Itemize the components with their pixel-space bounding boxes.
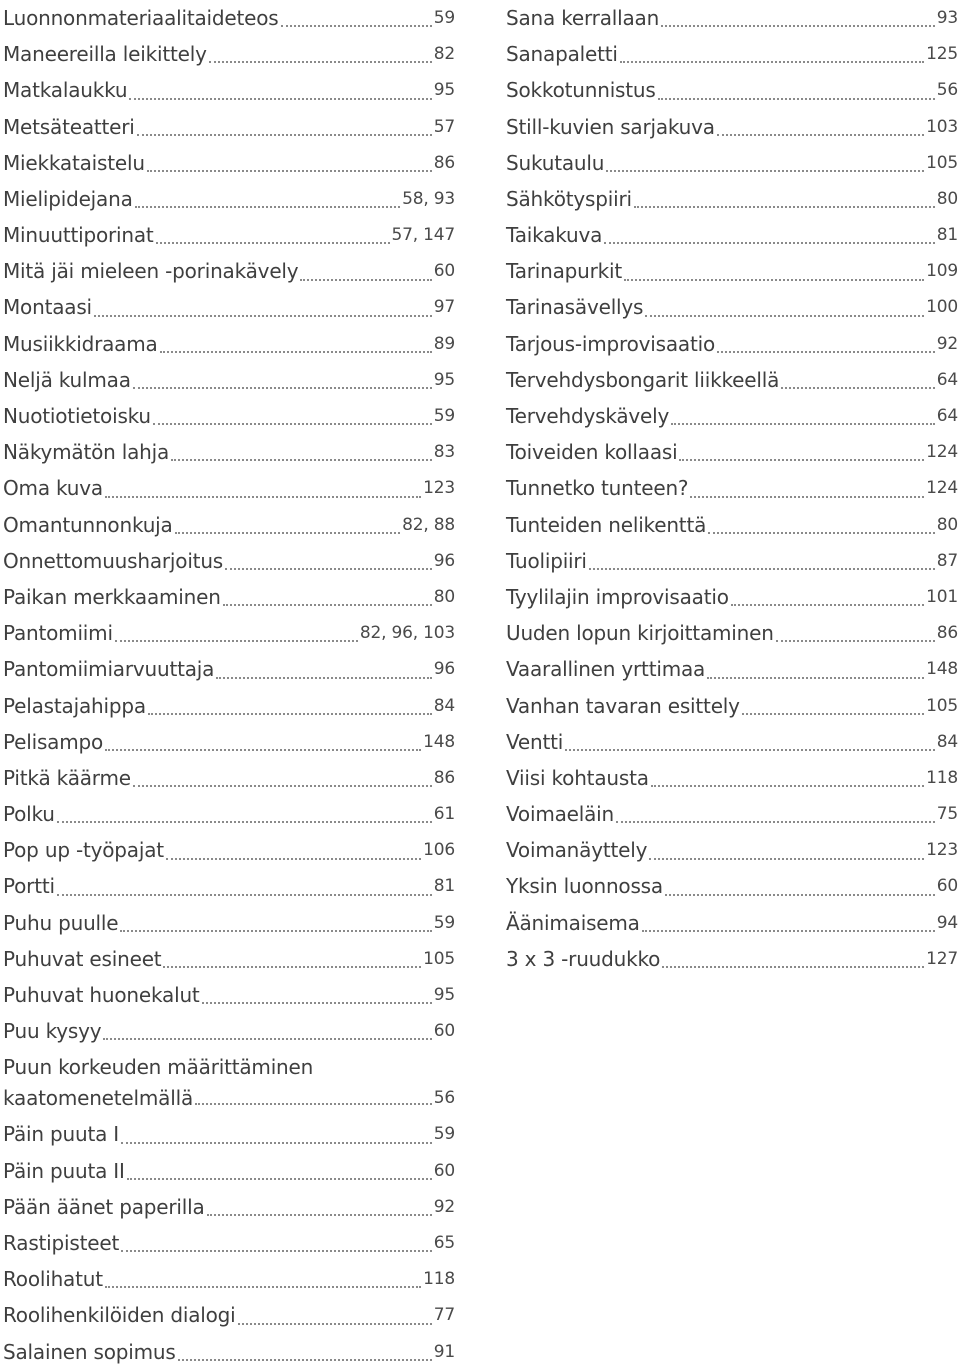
- dot-leader: [105, 1286, 421, 1288]
- index-entry: [506, 615, 958, 651]
- index-entry: [506, 145, 958, 181]
- index-term: Oma kuva: [3, 476, 103, 501]
- dot-leader: [606, 170, 924, 172]
- index-entry: [3, 615, 455, 651]
- index-pages: 59: [433, 7, 455, 28]
- dot-leader: [121, 1250, 432, 1252]
- index-term: Maneereilla leikittely: [3, 42, 207, 67]
- dot-leader: [202, 1002, 432, 1004]
- index-pages: 59: [433, 912, 455, 933]
- index-pages: 59: [433, 1124, 455, 1145]
- index-column-right: [506, 0, 958, 977]
- index-pages: 148: [926, 659, 958, 680]
- index-entry: [3, 1049, 455, 1116]
- index-pages: 105: [926, 152, 958, 173]
- index-pages: 83: [433, 442, 455, 463]
- dot-leader: [105, 749, 421, 751]
- index-entry: [3, 145, 455, 181]
- index-term: Puhuvat huonekalut: [3, 983, 200, 1008]
- index-pages: 82, 88: [402, 514, 455, 535]
- dot-leader: [717, 351, 935, 353]
- dot-leader: [121, 1142, 432, 1144]
- index-term: Puun korkeuden määrittäminen: [3, 1055, 314, 1080]
- index-term: Metsäteatteri: [3, 114, 135, 139]
- index-pages: 100: [926, 297, 958, 318]
- dot-leader: [178, 1359, 432, 1361]
- dot-leader: [661, 25, 935, 27]
- index-term: Musiikkidraama: [3, 331, 158, 356]
- index-term: Vaarallinen yrttimaa: [506, 657, 706, 682]
- dot-leader: [207, 1214, 432, 1216]
- index-term: Roolihatut: [3, 1267, 103, 1292]
- index-entry: [506, 109, 958, 145]
- index-entry: [3, 977, 455, 1013]
- dot-leader: [620, 61, 924, 63]
- index-entry: [506, 253, 958, 289]
- index-pages: 96: [433, 659, 455, 680]
- dot-leader: [665, 894, 935, 896]
- index-term-continuation: kaatomenetelmällä: [3, 1086, 193, 1111]
- index-entry: [3, 1261, 455, 1297]
- index-term: Luonnonmateriaalitaideteos: [3, 5, 279, 30]
- index-term: Päin puuta I: [3, 1122, 120, 1147]
- index-term: Tarinapurkit: [506, 259, 623, 284]
- index-pages: 94: [936, 912, 958, 933]
- index-entry: [3, 217, 455, 253]
- index-term: Sähkötyspiiri: [506, 186, 632, 211]
- index-pages: 92: [936, 333, 958, 354]
- index-pages: 75: [936, 804, 958, 825]
- dot-leader: [708, 532, 935, 534]
- index-term: Pitkä käärme: [3, 765, 131, 790]
- index-entry: [506, 470, 958, 506]
- index-entry: [3, 362, 455, 398]
- index-entry: [3, 36, 455, 72]
- dot-leader: [731, 604, 924, 606]
- index-term: Paikan merkkaaminen: [3, 584, 221, 609]
- index-entry: [3, 1334, 455, 1370]
- index-entry: [506, 290, 958, 326]
- dot-leader: [658, 98, 935, 100]
- index-entry: [506, 217, 958, 253]
- index-pages: 59: [433, 406, 455, 427]
- index-pages: 56: [433, 1088, 455, 1109]
- index-pages: 81: [936, 225, 958, 246]
- dot-leader: [115, 640, 358, 642]
- index-pages: 87: [936, 550, 958, 571]
- index-term: Pelastajahippa: [3, 693, 146, 718]
- dot-leader: [690, 496, 924, 498]
- index-pages: 92: [433, 1196, 455, 1217]
- dot-leader: [120, 930, 431, 932]
- index-term: Minuuttiporinat: [3, 223, 154, 248]
- dot-leader: [707, 677, 924, 679]
- index-pages: 93: [936, 7, 958, 28]
- dot-leader: [137, 134, 432, 136]
- index-entry: [3, 0, 455, 36]
- index-term: Sokkotunnistus: [506, 78, 656, 103]
- index-term: Onnettomuusharjoitus: [3, 548, 224, 573]
- index-pages: 95: [433, 985, 455, 1006]
- index-pages: 82: [433, 44, 455, 65]
- dot-leader: [195, 1103, 432, 1105]
- index-term: Puhu puulle: [3, 910, 119, 935]
- index-entry: [3, 832, 455, 868]
- index-term: Still-kuvien sarjakuva: [506, 114, 715, 139]
- index-pages: 125: [926, 44, 958, 65]
- index-term: Tyylilajin improvisaatio: [506, 584, 729, 609]
- index-pages: 86: [433, 767, 455, 788]
- index-entry: [3, 470, 455, 506]
- index-pages: 118: [423, 1269, 455, 1290]
- index-entry: [3, 1297, 455, 1333]
- index-pages: 103: [926, 116, 958, 137]
- dot-leader: [651, 785, 924, 787]
- index-term: Miekkataistelu: [3, 150, 145, 175]
- index-term: Matkalaukku: [3, 78, 128, 103]
- index-term: Tervehdysbongarit liikkeellä: [506, 367, 780, 392]
- index-entry: [3, 72, 455, 108]
- dot-leader: [166, 858, 421, 860]
- dot-leader: [153, 423, 432, 425]
- index-term: Viisi kohtausta: [506, 765, 649, 790]
- index-pages: 61: [433, 804, 455, 825]
- index-pages: 123: [926, 840, 958, 861]
- index-entry: [506, 941, 958, 977]
- index-entry: [506, 869, 958, 905]
- index-entry: [3, 290, 455, 326]
- index-term: Äänimaisema: [506, 910, 640, 935]
- index-pages: 57, 147: [391, 225, 455, 246]
- index-entry: [3, 507, 455, 543]
- index-entry: [506, 181, 958, 217]
- dot-leader: [127, 1178, 432, 1180]
- dot-leader: [776, 640, 935, 642]
- dot-leader: [238, 1323, 432, 1325]
- dot-leader: [129, 98, 431, 100]
- dot-leader: [225, 568, 432, 570]
- index-term: Pantomiimiarvuuttaja: [3, 657, 215, 682]
- index-term: Mitä jäi mieleen -porinakävely: [3, 259, 299, 284]
- index-term: Nuotiotietoisku: [3, 404, 151, 429]
- index-entry: [3, 253, 455, 289]
- index-pages: 148: [423, 731, 455, 752]
- index-term: Portti: [3, 874, 55, 899]
- index-entry: [506, 905, 958, 941]
- index-term: Näkymätön lahja: [3, 440, 170, 465]
- index-pages: 58, 93: [402, 188, 455, 209]
- index-pages: 105: [423, 948, 455, 969]
- index-pages: 123: [423, 478, 455, 499]
- index-entry: [3, 688, 455, 724]
- index-entry: [506, 724, 958, 760]
- index-term: Tarjous-improvisaatio: [506, 331, 716, 356]
- index-term: Omantunnonkuja: [3, 512, 173, 537]
- index-pages: 106: [423, 840, 455, 861]
- index-pages: 95: [433, 369, 455, 390]
- index-pages: 77: [433, 1305, 455, 1326]
- index-term: Rastipisteet: [3, 1230, 120, 1255]
- index-term: Päin puuta II: [3, 1158, 125, 1183]
- index-term: Tunteiden nelikenttä: [506, 512, 707, 537]
- index-pages: 84: [433, 695, 455, 716]
- index-term: Yksin luonnossa: [506, 874, 663, 899]
- index-entry: [3, 434, 455, 470]
- index-entry: [3, 760, 455, 796]
- index-entry: [506, 0, 958, 36]
- index-term: Voimanäyttely: [506, 838, 648, 863]
- index-pages: 65: [433, 1232, 455, 1253]
- dot-leader: [57, 894, 432, 896]
- dot-leader: [223, 604, 432, 606]
- index-pages: 109: [926, 261, 958, 282]
- dot-leader: [565, 749, 935, 751]
- index-pages: 127: [926, 948, 958, 969]
- index-entry: [3, 1189, 455, 1225]
- index-entry: [506, 796, 958, 832]
- dot-leader: [171, 459, 432, 461]
- index-entry: [3, 181, 455, 217]
- dot-leader: [624, 279, 924, 281]
- index-term: Sanapaletti: [506, 42, 618, 67]
- index-term: Tarinasävellys: [506, 295, 644, 320]
- dot-leader: [163, 966, 421, 968]
- dot-leader: [662, 966, 924, 968]
- dot-leader: [671, 423, 935, 425]
- index-term: Uuden lopun kirjoittaminen: [506, 621, 774, 646]
- index-entry: [506, 398, 958, 434]
- index-term: Tervehdyskävely: [506, 404, 670, 429]
- index-pages: 60: [936, 876, 958, 897]
- dot-leader: [300, 279, 431, 281]
- index-pages: 60: [433, 1160, 455, 1181]
- index-pages: 82, 96, 103: [359, 623, 455, 644]
- index-entry: [506, 579, 958, 615]
- index-pages: 60: [433, 261, 455, 282]
- index-pages: 80: [433, 586, 455, 607]
- index-entry: [506, 362, 958, 398]
- index-term: Vanhan tavaran esittely: [506, 693, 740, 718]
- index-term: Voimaeläin: [506, 802, 615, 827]
- index-pages: 105: [926, 695, 958, 716]
- dot-leader: [209, 61, 432, 63]
- index-pages: 60: [433, 1021, 455, 1042]
- index-pages: 81: [433, 876, 455, 897]
- index-pages: 57: [433, 116, 455, 137]
- index-entry: [506, 36, 958, 72]
- index-column-left: [3, 0, 455, 1370]
- dot-leader: [105, 496, 421, 498]
- index-term: Pop up -työpajat: [3, 838, 164, 863]
- index-term: Sukutaulu: [506, 150, 605, 175]
- index-term: Tunnetko tunteen?: [506, 476, 689, 501]
- index-entry: [3, 905, 455, 941]
- dot-leader: [604, 242, 935, 244]
- dot-leader: [133, 387, 432, 389]
- index-entry: [3, 579, 455, 615]
- dot-leader: [645, 315, 924, 317]
- index-term: Pantomiimi: [3, 621, 113, 646]
- index-pages: 80: [936, 514, 958, 535]
- index-pages: 124: [926, 478, 958, 499]
- dot-leader: [589, 568, 935, 570]
- index-term: Roolihenkilöiden dialogi: [3, 1303, 236, 1328]
- dot-leader: [679, 459, 924, 461]
- index-entry: [506, 760, 958, 796]
- index-term: Toiveiden kollaasi: [506, 440, 678, 465]
- dot-leader: [742, 713, 924, 715]
- index-pages: 89: [433, 333, 455, 354]
- index-entry: [3, 724, 455, 760]
- index-entry: [3, 1225, 455, 1261]
- index-entry: [3, 1153, 455, 1189]
- index-term: Puhuvat esineet: [3, 946, 162, 971]
- dot-leader: [147, 170, 432, 172]
- index-term: Montaasi: [3, 295, 92, 320]
- dot-leader: [175, 532, 401, 534]
- dot-leader: [634, 206, 935, 208]
- index-entry: [3, 543, 455, 579]
- index-term: 3 x 3 -ruudukko: [506, 946, 661, 971]
- index-term: Puu kysyy: [3, 1019, 102, 1044]
- index-entry: [3, 869, 455, 905]
- dot-leader: [216, 677, 432, 679]
- index-pages: 56: [936, 80, 958, 101]
- index-pages: 84: [936, 731, 958, 752]
- index-term: Salainen sopimus: [3, 1339, 176, 1364]
- dot-leader: [148, 713, 432, 715]
- dot-leader: [281, 25, 432, 27]
- index-pages: 124: [926, 442, 958, 463]
- dot-leader: [57, 821, 432, 823]
- dot-leader: [135, 206, 400, 208]
- dot-leader: [94, 315, 432, 317]
- index-term: Ventti: [506, 729, 564, 754]
- index-pages: 64: [936, 369, 958, 390]
- index-term: Mielipidejana: [3, 186, 133, 211]
- dot-leader: [156, 242, 390, 244]
- index-pages: 80: [936, 188, 958, 209]
- index-term: Tuolipiiri: [506, 548, 587, 573]
- dot-leader: [649, 858, 924, 860]
- dot-leader: [616, 821, 935, 823]
- dot-leader: [717, 134, 924, 136]
- index-entry: [3, 941, 455, 977]
- index-pages: 101: [926, 586, 958, 607]
- index-pages: 95: [433, 80, 455, 101]
- dot-leader: [133, 785, 432, 787]
- index-entry: [506, 543, 958, 579]
- index-pages: 86: [936, 623, 958, 644]
- index-entry: [3, 1013, 455, 1049]
- index-entry: [506, 832, 958, 868]
- index-entry: [506, 507, 958, 543]
- index-entry: [3, 651, 455, 687]
- index-entry: [506, 688, 958, 724]
- index-pages: 86: [433, 152, 455, 173]
- index-term: Pelisampo: [3, 729, 104, 754]
- index-entry: [3, 796, 455, 832]
- dot-leader: [642, 930, 935, 932]
- index-term: Pään äänet paperilla: [3, 1194, 205, 1219]
- dot-leader: [160, 351, 432, 353]
- index-entry: [506, 326, 958, 362]
- index-pages: 91: [433, 1341, 455, 1362]
- index-pages: 64: [936, 406, 958, 427]
- index-entry: [3, 398, 455, 434]
- dot-leader: [103, 1038, 431, 1040]
- index-entry-line2: [3, 1083, 455, 1114]
- index-entry: [3, 109, 455, 145]
- index-term: Taikakuva: [506, 223, 603, 248]
- dot-leader: [781, 387, 935, 389]
- index-term: Sana kerrallaan: [506, 5, 660, 30]
- index-entry: [506, 651, 958, 687]
- index-entry: [3, 1116, 455, 1152]
- index-term: Neljä kulmaa: [3, 367, 131, 392]
- index-pages: 97: [433, 297, 455, 318]
- index-entry: [506, 434, 958, 470]
- index-entry: [506, 72, 958, 108]
- index-pages: 118: [926, 767, 958, 788]
- index-pages: 96: [433, 550, 455, 571]
- index-term: Polku: [3, 802, 55, 827]
- index-entry: [3, 326, 455, 362]
